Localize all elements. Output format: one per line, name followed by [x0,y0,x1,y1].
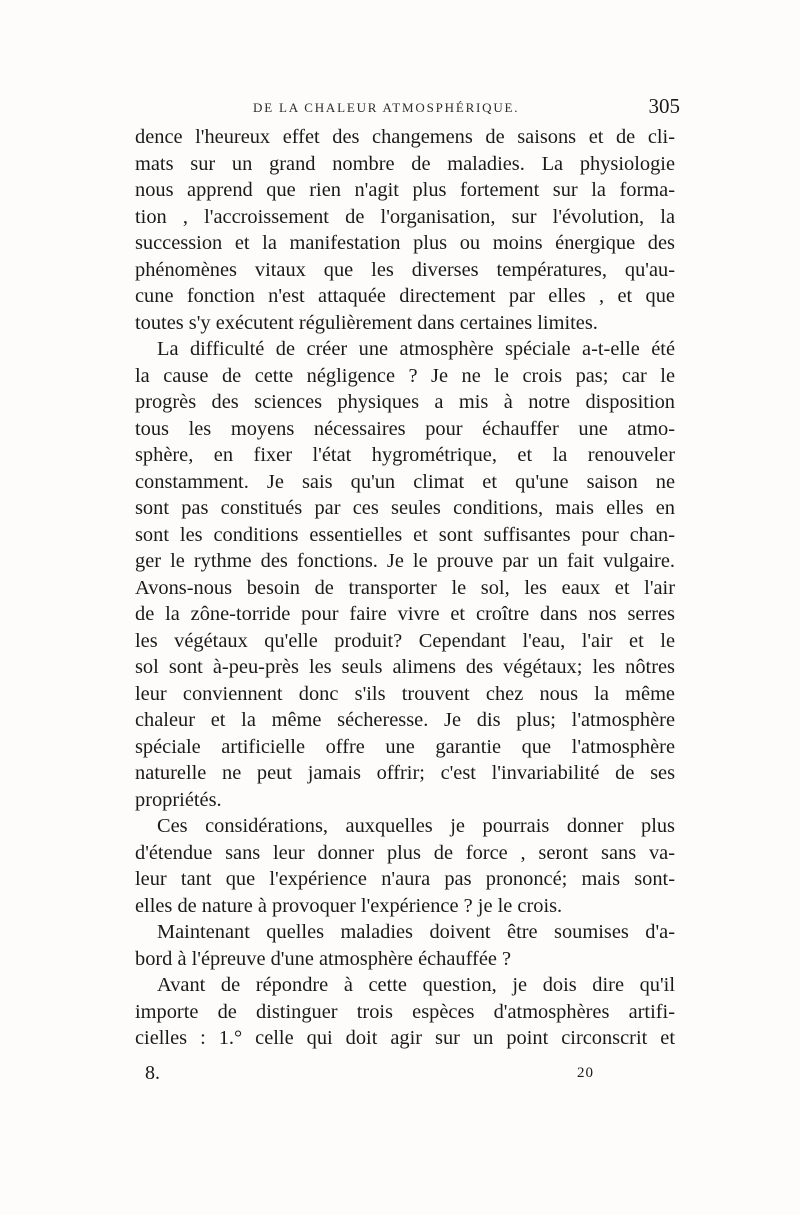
text-line: dence l'heureux effet des changemens de saisons et de cli- [135,126,675,148]
running-title: DE LA CHALEUR ATMOSPHÉRIQUE. [253,100,520,115]
text-line: chaleur et la même sécheresse. Je dis plus; l'atmosphère [135,709,675,731]
text-line: tous les moyens nécessaires pour échauffer une atmo- [135,417,675,440]
text-line: La difficulté de créer une atmosphère spéciale a-t-elle été [157,338,675,360]
text-line: sphère, en fixer l'état hygrométrique, et la renouveler [135,444,675,466]
text-line: phénomènes vitaux que les diverses températures, qu'au- [135,258,675,281]
text-line: propriétés. [135,788,222,811]
text-line: cielles : 1.° celle qui doit agir sur un point circonscrit et [135,1027,675,1049]
text-line: leur conviennent donc s'ils trouvent chez nous la même [135,682,675,705]
signature-mark: 8. [145,1062,160,1084]
text-line: Ces considérations, auxquelles je pourrais donner plus [157,815,675,837]
text-line: elles de nature à provoquer l'expérience ? je le crois. [135,894,563,917]
page-footer [145,1062,615,1088]
text-line: spéciale artificielle offre une garantie que l'atmosphère [135,735,675,758]
text-line: bord à l'épreuve d'une atmosphère échauffée ? [135,947,512,970]
text-line: mats sur un grand nombre de maladies. La physiologie [135,152,675,175]
running-head [135,96,680,124]
text-line: de la zône-torride pour faire vivre et croître dans nos serres [135,603,675,625]
text-line: ger le rythme des fonctions. Je le prouve par un fait vulgaire. [135,550,675,572]
text-line: sont pas constitués par ces seules conditions, mais elles en [135,497,675,519]
paragraph-5 [135,972,675,1052]
text-line: leur tant que l'expérience n'aura pas prononcé; mais sont- [135,868,675,890]
paragraph-1 [135,124,675,336]
text-line: succession et la manifestation plus ou moins énergique des [135,232,675,254]
text-line: les végétaux qu'elle produit? Cependant l'eau, l'air et le [135,629,675,652]
text-line: Avant de répondre à cette question, je dois dire qu'il [157,974,675,996]
paragraph-3 [135,813,675,919]
text-line: d'étendue sans leur donner plus de force , seront sans va- [135,841,675,864]
text-line: progrès des sciences physiques a mis à notre disposition [135,391,675,413]
text-line: sol sont à-peu-près les seuls alimens des végétaux; les nôtres [135,656,675,678]
page-number: 305 [648,94,680,118]
text-line: Avons-nous besoin de transporter le sol, les eaux et l'air [135,576,675,599]
text-line: nous apprend que rien n'agit plus fortement sur la forma- [135,179,675,201]
text-line: Maintenant quelles maladies doivent être soumises d'a- [157,921,675,943]
text-line: la cause de cette négligence ? Je ne le crois pas; car le [135,364,675,387]
text-line: constamment. Je sais qu'un climat et qu'une saison ne [135,470,675,493]
body-text [135,124,675,1052]
text-line: toutes s'y exécutent régulièrement dans certaines limites. [135,311,598,334]
paragraph-4 [135,919,675,972]
text-line: importe de distinguer trois espèces d'atmosphères artifi- [135,1000,675,1023]
text-line: sont les conditions essentielles et sont suffisantes pour chan- [135,523,675,546]
gathering-number: 20 [577,1065,594,1081]
text-line: cune fonction n'est attaquée directement par elles , et que [135,285,675,307]
text-line: tion , l'accroissement de l'organisation, sur l'évolution, la [135,205,675,228]
paragraph-2 [135,336,675,813]
text-line: naturelle ne peut jamais offrir; c'est l'invariabilité de ses [135,762,675,784]
